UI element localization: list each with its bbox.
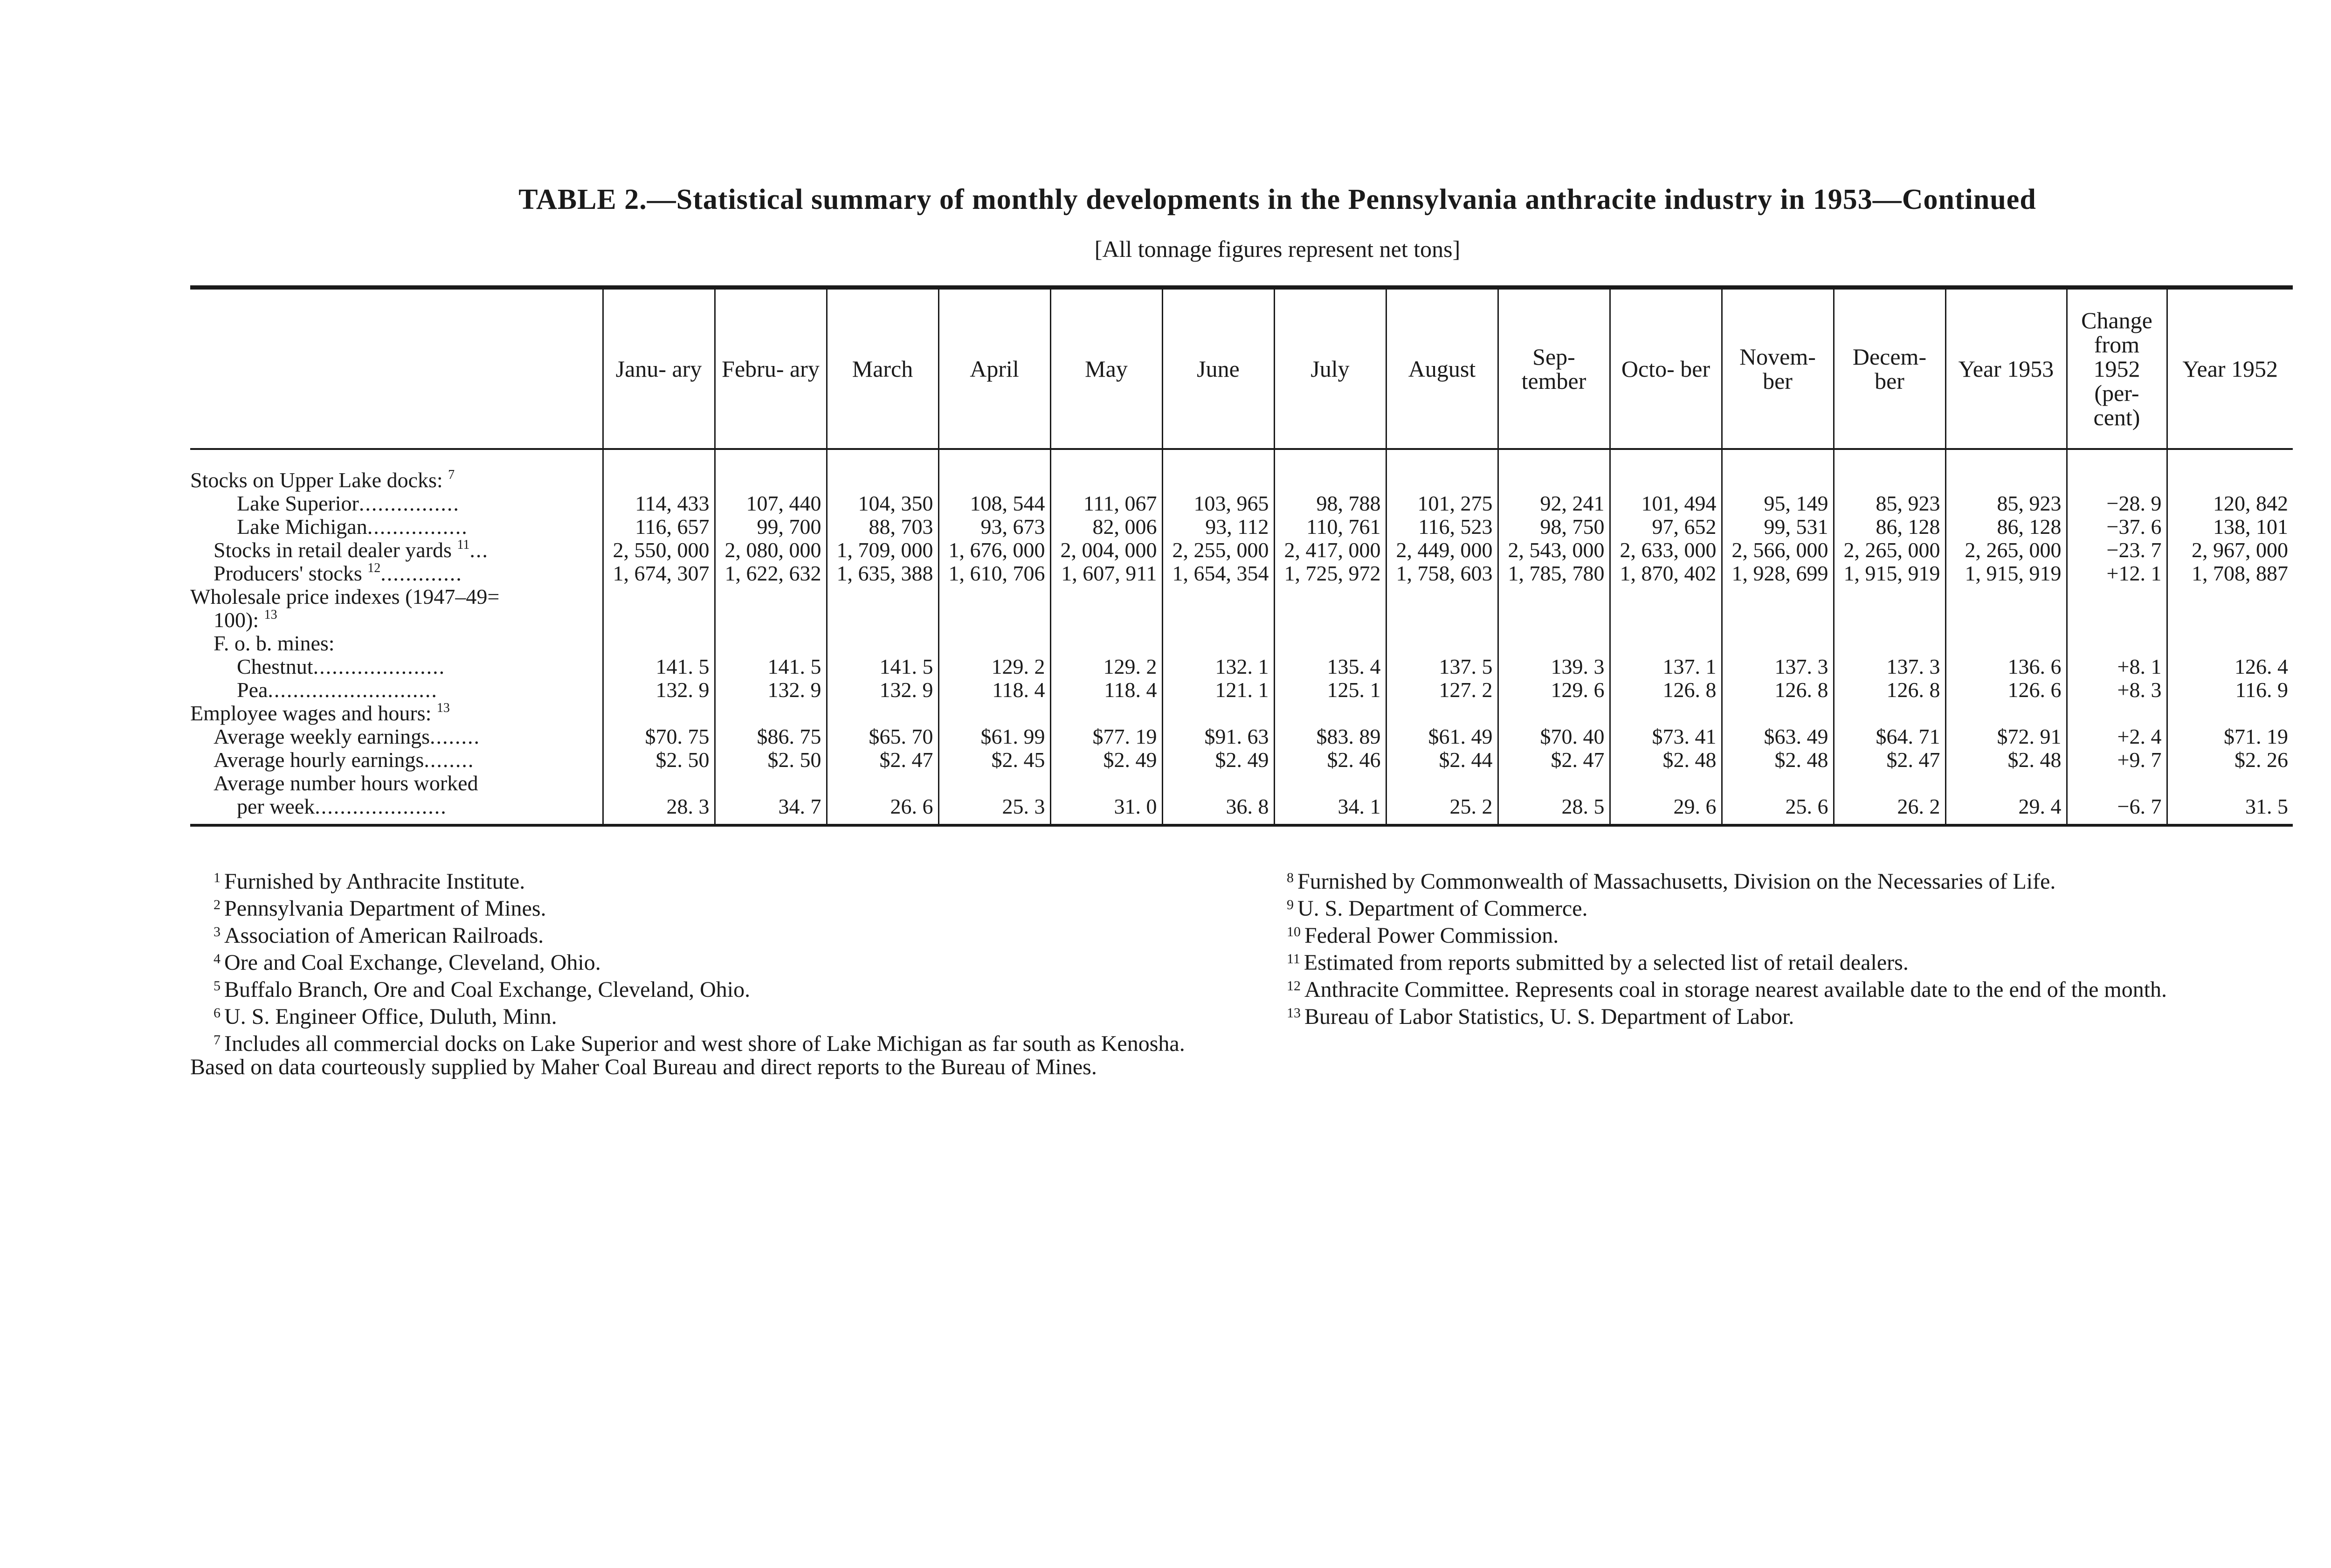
- cell: −23. 7: [2067, 539, 2167, 562]
- cell: 1, 674, 307: [603, 562, 715, 585]
- cell: 1, 915, 919: [1834, 562, 1945, 585]
- row-label: Average number hours worked: [214, 772, 478, 795]
- cell: $2. 50: [603, 748, 715, 772]
- cell: 127. 2: [1386, 678, 1498, 702]
- cell: 139. 3: [1498, 655, 1610, 678]
- table-row-chestnut: [190, 655, 2293, 678]
- spacer-row: [190, 449, 2293, 469]
- footnote-13: $^{13}$ Bureau of Labor Statistics, U. S. Department of Labor.: [1287, 1004, 1794, 1029]
- col-header-march: March: [827, 288, 938, 449]
- cell: $2. 49: [1162, 748, 1274, 772]
- row-label: Stocks on Upper Lake docks: $^7$: [190, 469, 455, 492]
- row-label: Producers' stocks $^{12}$.............: [214, 562, 462, 585]
- cell: 25. 6: [1722, 795, 1834, 825]
- col-header-change: Change from 1952 (per- cent): [2067, 288, 2167, 449]
- cell: 88, 703: [827, 515, 938, 539]
- col-header-september: Sep- tember: [1498, 288, 1610, 449]
- cell: 114, 433: [603, 492, 715, 515]
- cell: $86. 75: [715, 725, 827, 748]
- cell: 129. 2: [938, 655, 1050, 678]
- table-row-producers-stocks: [190, 562, 2293, 585]
- table-row-weekly-earnings: [190, 725, 2293, 748]
- cell: $2. 48: [1722, 748, 1834, 772]
- cell: $83. 89: [1274, 725, 1386, 748]
- footnote-9: $^9$ U. S. Department of Commerce.: [1287, 896, 1588, 921]
- cell: +2. 4: [2067, 725, 2167, 748]
- cell: 101, 275: [1386, 492, 1498, 515]
- cell: 129. 2: [1050, 655, 1162, 678]
- cell: $77. 19: [1050, 725, 1162, 748]
- cell: +9. 7: [2067, 748, 2167, 772]
- cell: 2, 080, 000: [715, 539, 827, 562]
- cell: 93, 112: [1162, 515, 1274, 539]
- col-header-april: April: [938, 288, 1050, 449]
- cell: $70. 40: [1498, 725, 1610, 748]
- row-label: Lake Michigan................: [237, 515, 468, 539]
- cell: $2. 50: [715, 748, 827, 772]
- cell: 141. 5: [603, 655, 715, 678]
- cell: 126. 8: [1610, 678, 1722, 702]
- cell: 1, 622, 632: [715, 562, 827, 585]
- row-label: per week.....................: [237, 795, 447, 818]
- col-header-november: Novem- ber: [1722, 288, 1834, 449]
- cell: 1, 915, 919: [1945, 562, 2067, 585]
- cell: 137. 1: [1610, 655, 1722, 678]
- cell: 36. 8: [1162, 795, 1274, 825]
- footnote-11: $^{11}$ Estimated from reports submitted by a selected list of retail dealers.: [1287, 950, 1909, 975]
- row-label: Pea...........................: [237, 678, 438, 702]
- cell: 137. 3: [1722, 655, 1834, 678]
- table-row-pea: [190, 678, 2293, 702]
- cell: $2. 47: [827, 748, 938, 772]
- cell: 1, 654, 354: [1162, 562, 1274, 585]
- row-label: 100): $^{13}$: [214, 608, 277, 632]
- cell: 31. 0: [1050, 795, 1162, 825]
- cell: 93, 673: [938, 515, 1050, 539]
- cell: 2, 449, 000: [1386, 539, 1498, 562]
- cell: 116. 9: [2167, 678, 2293, 702]
- cell: 2, 633, 000: [1610, 539, 1722, 562]
- footnote-2: $^2$ Pennsylvania Department of Mines.: [214, 896, 546, 921]
- cell: 29. 6: [1610, 795, 1722, 825]
- cell: $2. 48: [1945, 748, 2067, 772]
- col-header-october: Octo- ber: [1610, 288, 1722, 449]
- cell: 1, 610, 706: [938, 562, 1050, 585]
- section-row-upper-lake: [190, 469, 2293, 492]
- cell: $2. 45: [938, 748, 1050, 772]
- cell: 1, 708, 887: [2167, 562, 2293, 585]
- cell: +8. 3: [2067, 678, 2167, 702]
- stub-header: [190, 288, 603, 449]
- table-subtitle: [All tonnage figures represent net tons]: [1094, 236, 1461, 262]
- footnote-10: $^{10}$ Federal Power Commission.: [1287, 923, 1559, 948]
- cell: +8. 1: [2067, 655, 2167, 678]
- col-header-year-1952: Year 1952: [2167, 288, 2293, 449]
- cell: 92, 241: [1498, 492, 1610, 515]
- cell: 132. 1: [1162, 655, 1274, 678]
- cell: 2, 265, 000: [1945, 539, 2067, 562]
- row-label: Average weekly earnings........: [214, 725, 481, 748]
- cell: 111, 067: [1050, 492, 1162, 515]
- cell: 99, 700: [715, 515, 827, 539]
- cell: 86, 128: [1945, 515, 2067, 539]
- cell: $70. 75: [603, 725, 715, 748]
- cell: 101, 494: [1610, 492, 1722, 515]
- cell: 1, 785, 780: [1498, 562, 1610, 585]
- cell: 1, 870, 402: [1610, 562, 1722, 585]
- col-header-july: July: [1274, 288, 1386, 449]
- cell: $2. 49: [1050, 748, 1162, 772]
- footnotes-left: [190, 866, 1221, 1079]
- cell: 116, 657: [603, 515, 715, 539]
- cell: 2, 265, 000: [1834, 539, 1945, 562]
- cell: $2. 46: [1274, 748, 1386, 772]
- row-label: Average hourly earnings........: [214, 748, 475, 772]
- cell: $2. 47: [1498, 748, 1610, 772]
- footnote-12: $^{12}$ Anthracite Committee. Represents coal in storage nearest available date to the end of the month.: [1287, 977, 2167, 1002]
- cell: 107, 440: [715, 492, 827, 515]
- cell: 2, 255, 000: [1162, 539, 1274, 562]
- cell: −37. 6: [2067, 515, 2167, 539]
- cell: 1, 607, 911: [1050, 562, 1162, 585]
- footnote-3: $^3$ Association of American Railroads.: [214, 923, 544, 948]
- row-label: Lake Superior................: [237, 492, 460, 515]
- cell: 137. 3: [1834, 655, 1945, 678]
- section-row-fob: [190, 632, 2293, 655]
- cell: 141. 5: [827, 655, 938, 678]
- cell: 1, 709, 000: [827, 539, 938, 562]
- table-row-retail-stocks: [190, 539, 2293, 562]
- row-label: Stocks in retail dealer yards $^{11}$...: [214, 539, 489, 562]
- col-header-august: August: [1386, 288, 1498, 449]
- footnote-5: $^5$ Buffalo Branch, Ore and Coal Exchange, Cleveland, Ohio.: [214, 977, 751, 1002]
- table-row-hours-worked-label: [190, 772, 2293, 795]
- cell: 2, 550, 000: [603, 539, 715, 562]
- cell: 118. 4: [1050, 678, 1162, 702]
- cell: 34. 1: [1274, 795, 1386, 825]
- cell: 98, 788: [1274, 492, 1386, 515]
- footnote-8: $^8$ Furnished by Commonwealth of Massachusetts, Division on the Necessaries of Life.: [1287, 869, 2056, 894]
- cell: $71. 19: [2167, 725, 2293, 748]
- cell: $61. 49: [1386, 725, 1498, 748]
- cell: 82, 006: [1050, 515, 1162, 539]
- section-row-wages: [190, 702, 2293, 725]
- cell: 126. 6: [1945, 678, 2067, 702]
- cell: $73. 41: [1610, 725, 1722, 748]
- cell: 1, 635, 388: [827, 562, 938, 585]
- cell: $64. 71: [1834, 725, 1945, 748]
- cell: 97, 652: [1610, 515, 1722, 539]
- cell: 121. 1: [1162, 678, 1274, 702]
- footnote-6: $^6$ U. S. Engineer Office, Duluth, Minn.: [214, 1004, 557, 1029]
- cell: 2, 543, 000: [1498, 539, 1610, 562]
- cell: $72. 91: [1945, 725, 2067, 748]
- cell: $2. 26: [2167, 748, 2293, 772]
- cell: 120, 842: [2167, 492, 2293, 515]
- cell: 85, 923: [1834, 492, 1945, 515]
- cell: 31. 5: [2167, 795, 2293, 825]
- col-header-january: Janu- ary: [603, 288, 715, 449]
- cell: $91. 63: [1162, 725, 1274, 748]
- cell: 99, 531: [1722, 515, 1834, 539]
- footnote-1: $^1$ Furnished by Anthracite Institute.: [214, 869, 525, 894]
- cell: $63. 49: [1722, 725, 1834, 748]
- cell: 126. 8: [1834, 678, 1945, 702]
- cell: +12. 1: [2067, 562, 2167, 585]
- col-header-december: Decem- ber: [1834, 288, 1945, 449]
- row-label: Wholesale price indexes (1947–49=: [190, 585, 500, 608]
- cell: 26. 6: [827, 795, 938, 825]
- table-row-lake-michigan: [190, 515, 2293, 539]
- row-label: Employee wages and hours: $^{13}$: [190, 702, 450, 725]
- cell: 135. 4: [1274, 655, 1386, 678]
- header-row: [190, 288, 2293, 449]
- cell: 2, 417, 000: [1274, 539, 1386, 562]
- table-title: TABLE 2.—Statistical summary of monthly developments in the Pennsylvania anthracite industry in 1953—Continued: [518, 184, 2036, 215]
- cell: $61. 99: [938, 725, 1050, 748]
- col-header-may: May: [1050, 288, 1162, 449]
- cell: 126. 4: [2167, 655, 2293, 678]
- cell: 132. 9: [827, 678, 938, 702]
- cell: 95, 149: [1722, 492, 1834, 515]
- footnote-7: $^7$ Includes all commercial docks on Lake Superior and west shore of Lake Michigan as far south as Kenosha. Based on data courteously supplied by Maher Coal Bureau and direct reports to the Bureau of Mines.: [190, 1031, 1185, 1079]
- cell: 118. 4: [938, 678, 1050, 702]
- cell: 28. 5: [1498, 795, 1610, 825]
- cell: 2, 566, 000: [1722, 539, 1834, 562]
- cell: 34. 7: [715, 795, 827, 825]
- cell: $2. 48: [1610, 748, 1722, 772]
- cell: 25. 2: [1386, 795, 1498, 825]
- section-row-wholesale-cont: [190, 608, 2293, 632]
- cell: 108, 544: [938, 492, 1050, 515]
- cell: 116, 523: [1386, 515, 1498, 539]
- cell: 25. 3: [938, 795, 1050, 825]
- col-header-june: June: [1162, 288, 1274, 449]
- cell: $2. 47: [1834, 748, 1945, 772]
- row-label: Chestnut.....................: [237, 655, 446, 678]
- cell: 86, 128: [1834, 515, 1945, 539]
- cell: 103, 965: [1162, 492, 1274, 515]
- cell: 85, 923: [1945, 492, 2067, 515]
- cell: 129. 6: [1498, 678, 1610, 702]
- cell: 28. 3: [603, 795, 715, 825]
- table-row-hourly-earnings: [190, 748, 2293, 772]
- cell: 2, 004, 000: [1050, 539, 1162, 562]
- cell: −28. 9: [2067, 492, 2167, 515]
- footnotes-right: [1263, 866, 2294, 1029]
- row-label: F. o. b. mines:: [214, 632, 335, 655]
- cell: 1, 725, 972: [1274, 562, 1386, 585]
- cell: 136. 6: [1945, 655, 2067, 678]
- cell: 1, 758, 603: [1386, 562, 1498, 585]
- table-row-lake-superior: [190, 492, 2293, 515]
- footnote-4: $^4$ Ore and Coal Exchange, Cleveland, Ohio.: [214, 950, 601, 975]
- cell: 126. 8: [1722, 678, 1834, 702]
- cell: $65. 70: [827, 725, 938, 748]
- statistics-table: [190, 285, 2293, 827]
- cell: 125. 1: [1274, 678, 1386, 702]
- section-row-wholesale: [190, 585, 2293, 608]
- col-header-february: Febru- ary: [715, 288, 827, 449]
- col-header-year-1953: Year 1953: [1945, 288, 2067, 449]
- cell: −6. 7: [2067, 795, 2167, 825]
- cell: 2, 967, 000: [2167, 539, 2293, 562]
- cell: $2. 44: [1386, 748, 1498, 772]
- cell: 132. 9: [603, 678, 715, 702]
- cell: 29. 4: [1945, 795, 2067, 825]
- cell: 1, 676, 000: [938, 539, 1050, 562]
- cell: 104, 350: [827, 492, 938, 515]
- cell: 132. 9: [715, 678, 827, 702]
- cell: 98, 750: [1498, 515, 1610, 539]
- cell: 137. 5: [1386, 655, 1498, 678]
- cell: 110, 761: [1274, 515, 1386, 539]
- cell: 138, 101: [2167, 515, 2293, 539]
- cell: 141. 5: [715, 655, 827, 678]
- table-row-hours-worked: [190, 795, 2293, 825]
- cell: 1, 928, 699: [1722, 562, 1834, 585]
- cell: 26. 2: [1834, 795, 1945, 825]
